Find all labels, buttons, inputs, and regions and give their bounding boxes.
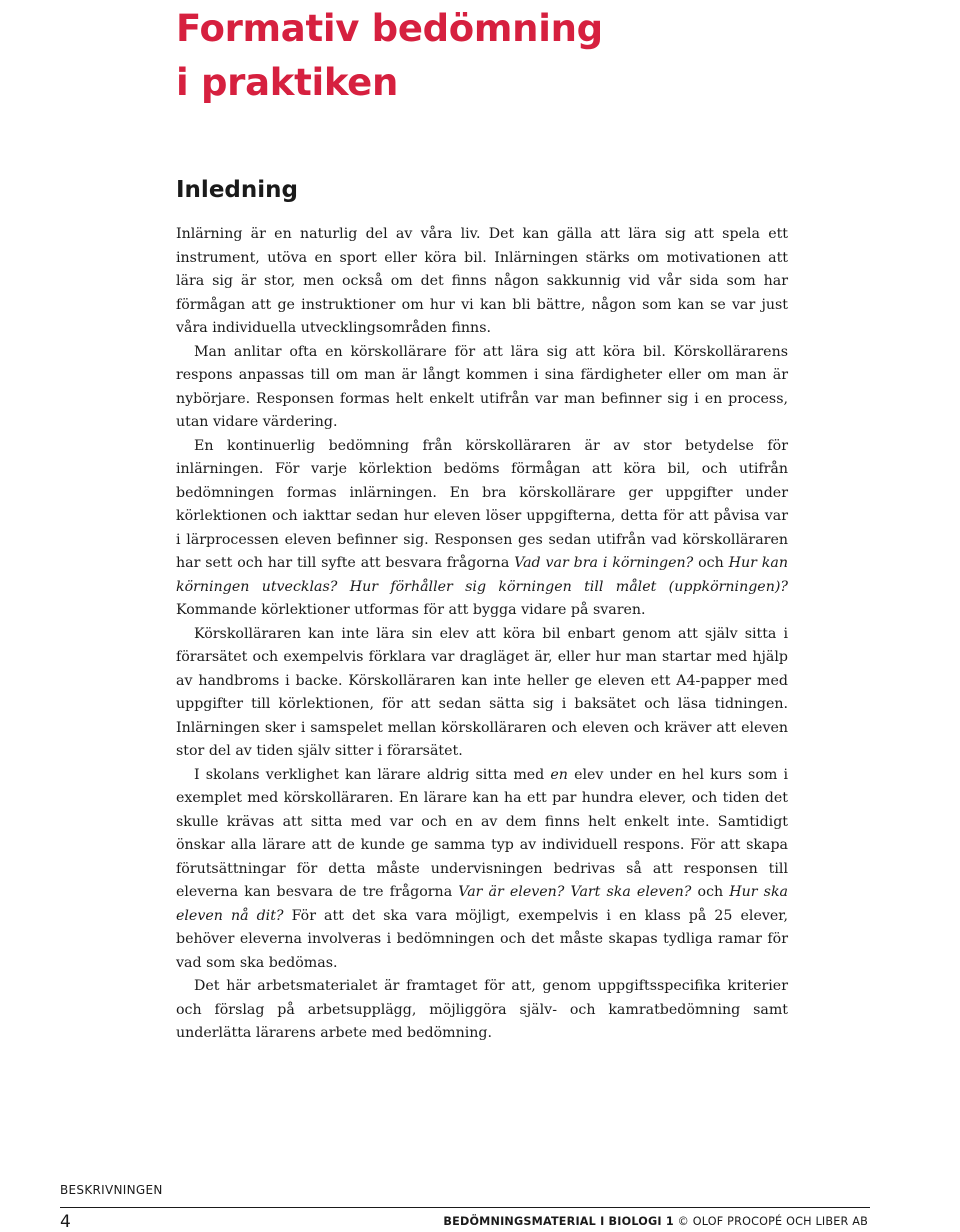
body-text	[176, 223, 788, 1046]
paragraph-3-text-a: En kontinuerlig bedömning från körskolläraren är av stor betydelse för inlärningen. För varje körlektion bedöms förmågan att köra bil, och utifrån bedömningen formas inlärningen. En bra körskollärare ger uppgifter under körlektionen och iakttar sedan hur eleven löser uppgifterna, detta för att påvisa var i lärprocessen eleven befinner sig. Responsen ges sedan utifrån vad körskolläraren har sett och har till syfte att besvara frågorna	[176, 437, 788, 571]
section-heading: Inledning	[176, 177, 298, 203]
page-title-line-1: Formativ bedömning	[176, 7, 603, 50]
book-title: BEDÖMNINGSMATERIAL I BIOLOGI 1	[443, 1215, 674, 1228]
paragraph-2: Man anlitar ofta en körskollärare för att lära sig att köra bil. Körskollärarens respons anpassas till om man är långt kommen i sina färdigheter eller om man är nybörjare. Responsen formas helt enkelt utifrån var man befinner sig i en process, utan vidare värdering.	[176, 343, 788, 430]
paragraph-1: Inlärning är en naturlig del av våra liv. Det kan gälla att lära sig att spela ett instrument, utöva en sport eller köra bil. Inlärningen stärks om motivationen att lära sig är stor, men också om det finns någon sakkunnig vid vår sida som har förmågan att ge instruktioner om hur vi kan bli bättre, någon som kan se var just våra individuella utvecklingsområden finns.	[176, 226, 788, 336]
question-where-student: Var är eleven?	[458, 884, 565, 900]
page-title-line-2: i praktiken	[176, 61, 398, 104]
paragraph-5	[176, 764, 788, 976]
question-how-get-there: Hur ska eleven nå dit?	[176, 884, 788, 924]
paragraph-3-text-b: och	[693, 555, 729, 571]
question-improve-driving: Hur kan körningen utvecklas?	[176, 555, 788, 595]
paragraph-5-text-a: I skolans verklighet kan lärare aldrig sitta med	[194, 766, 551, 783]
footer-credit	[443, 1215, 868, 1228]
page-number: 4	[60, 1212, 71, 1232]
paragraph-5-text-e: För att det ska vara möjligt, exempelvis i en klass på 25 elever, behöver eleverna involveras i bedömningen och det måste skapas tydliga ramar för vad som ska bedömas.	[176, 907, 788, 971]
paragraph-3-text-d: Kommande körlektioner utformas för att bygga vidare på svaren.	[176, 602, 646, 618]
paragraph-3	[176, 435, 788, 623]
question-good-driving: Vad var bra i körningen?	[514, 555, 694, 571]
emphasis-en: en	[550, 766, 568, 783]
page-title	[176, 2, 603, 110]
question-goal-driving: Hur förhåller sig körningen till målet (uppkörningen)?	[349, 578, 788, 595]
paragraph-5-text-b: elev under en hel kurs som i exemplet med körskolläraren. En lärare kan ha ett par hundra elever, och tiden det skulle krävas att sitta med var och en av dem finns helt enkelt inte. Samtidigt önskar alla lärare att de kunde ge samma typ av individuell respons. För att skapa förutsättningar för detta måste undervisningen bedrivas så att responsen till eleverna kan besvara de tre frågorna	[176, 766, 788, 900]
paragraph-6: Det här arbetsmaterialet är framtaget för att, genom uppgiftsspecifika kriterier och förslag på arbetsupplägg, möjliggöra själv- och kamratbedömning samt underlätta lärarens arbete med bedömning.	[176, 978, 788, 1041]
paragraph-5-text-d: och	[691, 884, 730, 900]
paragraph-4: Körskolläraren kan inte lära sin elev att köra bil enbart genom att själv sitta i förarsätet och exempelvis förklara var dragläget är, eller hur man startar med hjälp av handbroms i backe. Körskolläraren kan inte heller ge eleven ett A4-papper med uppgifter till körlektionen, för att sedan sätta sig i baksätet och läsa tidningen. Inlärningen sker i samspelet mellan körskolläraren och eleven och kräver att eleven stor del av tiden själv sitter i förarsätet.	[176, 625, 788, 759]
copyright-notice: © OLOF PROCOPÉ OCH LIBER AB	[677, 1215, 868, 1228]
paragraph-3-text-c	[337, 579, 349, 595]
section-label: BESKRIVNINGEN	[60, 1183, 163, 1197]
question-where-going: Vart ska eleven?	[570, 884, 692, 900]
footer-divider	[60, 1207, 870, 1208]
